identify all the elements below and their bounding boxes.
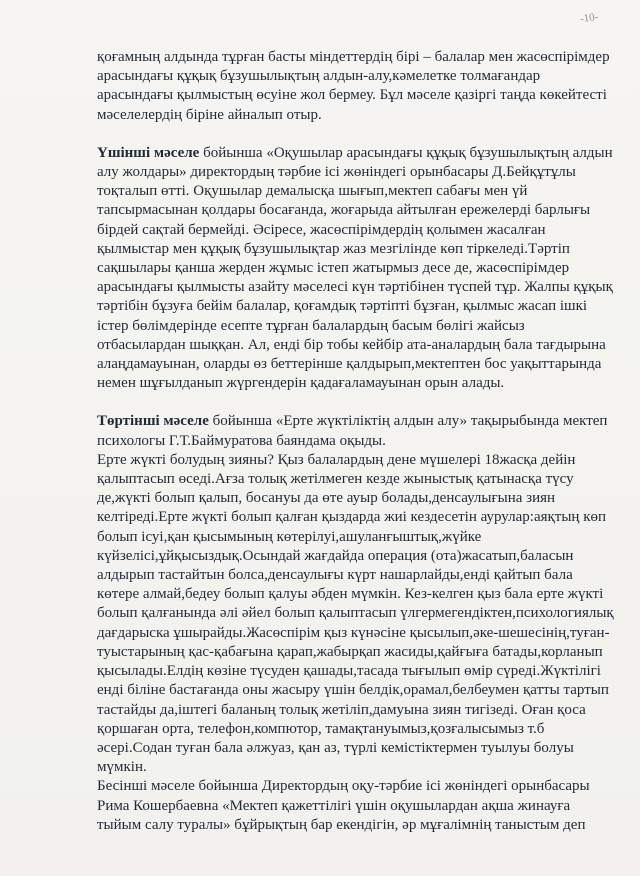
page-mark: -10- [578,10,599,26]
section-3-paragraph [97,144,617,394]
section-4-paragraph [97,412,617,450]
section-3-heading: Үшінші мәселе [97,144,200,161]
section-5-paragraph: Бесінші мәселе бойынша Директордың оқу-тәрбие ісі жөніндегі орынбасары Рима Кошербаевна «Мектеп қажеттілігі үшін оқушылардан ақша жинауға тыйым салу туралы» бұйрықтың бар екендігін, әр мұғалімнің таныстым деп [97,778,590,833]
document-body [97,48,617,835]
paragraph-gap [97,393,617,412]
section-4-paragraph-2: Ерте жүкті болудың зияны? Қыз балалардың дене мүшелері 18жасқа дейін қалыптасып өседі.Ағза толық жетілмеген кезде жыныстық қатынасқа түсу де,жүкті болып қалып, босануы да өте ауыр болады,денсаулығына зиян келтіреді.Ерте жүкті болып қалған қыздарда жиі кездесетін аурулар:аяқтың көп болып ісуі,қан қысымының көтерілуі,ашуланғыштық,жүйке күйзелісі,ұйқысыздық.Осындай жағдайда операция (ота)жасатып,баласын алдырып тастайтын болса,денсаулығы күрт нашарлайды,енді қайтып бала көтере алмай,бедеу болып қалуы әбден мүмкін. Кез-келген қыз бала ерте жүкті болып қалғанында әлі әйел болып қалыптасып үлгермегендіктен,психологиялық дағдарыска ұшырайды.Жасөспірім қыз күнәсіне қысылып,әке-шешесінің,туған-туыстарының қас-қабағына қарап,жабырқап жасиды,қайғыға батады,корланып қысылады.Елдің көзіне түсуден қашады,тасада тығылып өмір сүреді.Жүктілігі енді біліне бастағанда оны жасыру үшін белдік,орамал,белбеумен қатты тартып тастайды да,іштегі баланың толық жетіліп,дамуына зиян тигізеді. Оған қоса қоршаған орта, телефон,компютор, тамақтануымыз,қозғалысымыз т.б әсері.Содан туған бала әлжуаз, қан аз, түрлі кемістіктермен туылуы болуы мүмкін. [97,451,614,776]
intro-paragraph: қоғамның алдында тұрған басты міндеттердің бірі – балалар мен жасөспірімдер арасындағы құқық бұзушылықтың алдын-алу,кәмелетке толмағандар арасындағы қылмыстың өсуіне жол бермеу. Бұл мәселе қазіргі таңда көкейтесті мәселелердің біріне айналып отыр. [97,49,610,123]
paragraph-gap [97,125,617,144]
section-4-heading: Төртінші мәселе [97,413,209,430]
section-4-body: бойынша «Ерте жүктіліктің алдын алу» тақырыбында мектеп психологы Г.Т.Баймуратова баяндама оқыды. [97,413,608,449]
section-3-body: бойынша «Оқушылар арасындағы құқық бұзушылықтың алдын алу жолдары» директордың тәрбие ісі жөніндегі орынбасары Д.Бейқұтұлы тоқталып өтті. Оқушылар демалысқа шығып,мектеп сабағы мен үй тапсырмасынан қолдары босағанда, жоғарыда айтылған ережелерді барлығы бірдей сақтай бермейді. Әсіресе, жасөспірімдердің қолымен жасалған қылмыстар мен құқық бұзушылықтар жаз мезгілінде көп тіркеледі.Тәртіп сақшылары қанша жерден жұмыс істеп жатырмыз десе де, жасөспірімдер арасындағы қылмысты азайту мәселесі күн тәртібінен түспей тұр. Жалпы құқық тәртібін бұзуға бейім балалар, қоғамдық тәртіпті бұзған, қылмыс жасап ішкі істер бөлімдерінде есепте тұрған балалардың басым бөлігі жайсыз отбасылардан шыққан. Ал, енді бір тобы кейбір ата-аналардың бала тағдырына алаңдамауынан, оларды өз беттерінше қалдырып,мектептен бос уақыттарында немен шұғылданып жүргендерін қадағаламауынан орын алады. [97,144,613,392]
